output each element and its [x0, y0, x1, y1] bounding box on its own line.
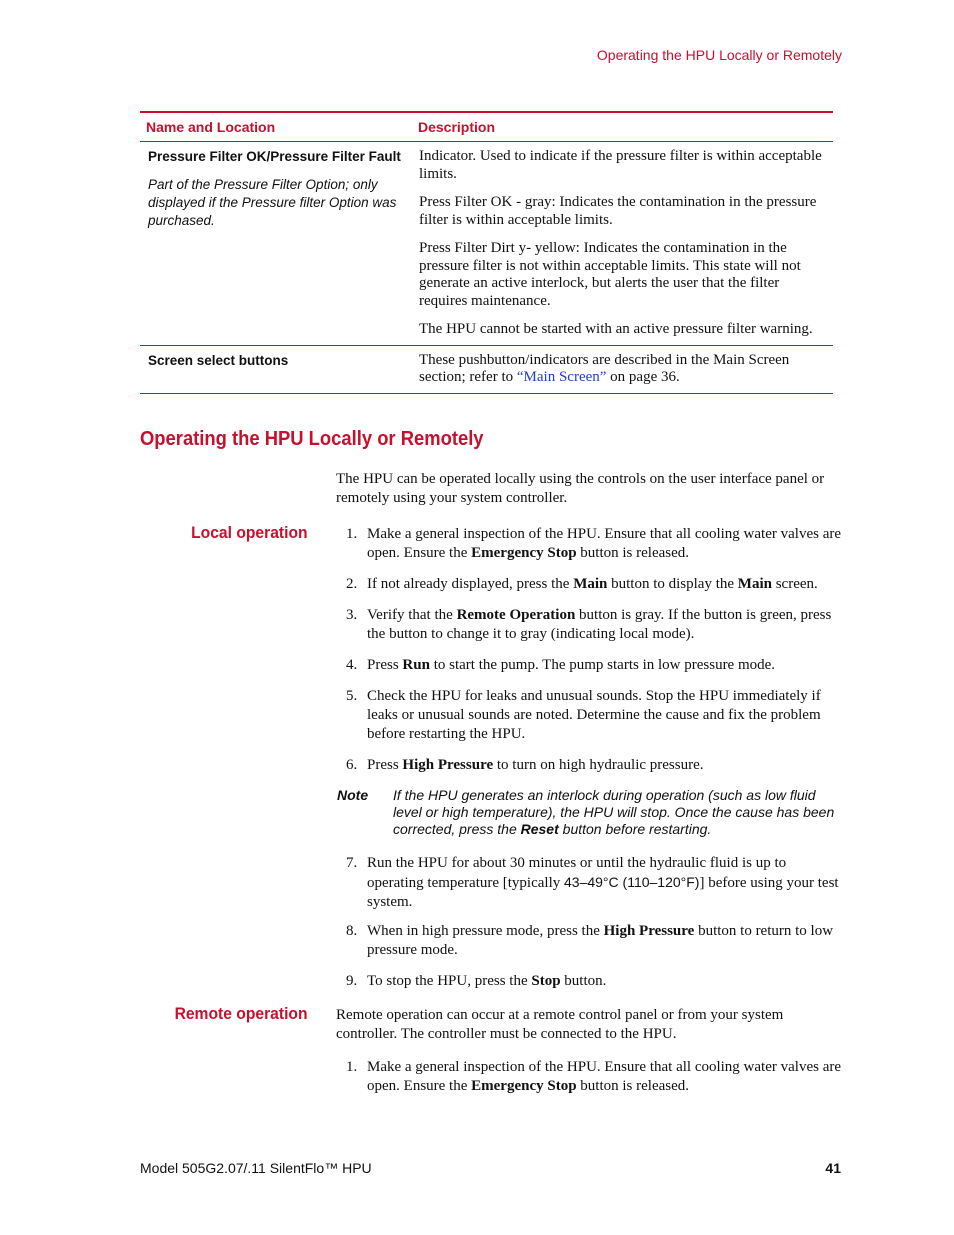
step-text: Check the HPU for leaks and unusual sounds. Stop the HPU immediately if leaks or unusual sounds are noted. Determine the cause and fix the problem before restarting the HPU.: [367, 688, 821, 742]
page-number: 41: [825, 1160, 841, 1176]
list-item: [346, 972, 841, 991]
row-name: Pressure Filter OK/Pressure Filter Fault: [148, 149, 401, 164]
step-text: Press High Pressure to turn on high hydraulic pressure.: [367, 757, 704, 773]
step-number: 1.: [346, 1059, 358, 1075]
row-location-note: Part of the Pressure Filter Option; only displayed if the Pressure filter Option was purchased.: [148, 177, 397, 228]
step-number: 1.: [346, 526, 358, 542]
footer-model: Model 505G2.07/.11 SilentFlo™ HPU: [140, 1160, 372, 1176]
running-header: Operating the HPU Locally or Remotely: [596, 47, 842, 63]
list-item: [346, 756, 841, 775]
step-text: Make a general inspection of the HPU. Ensure that all cooling water valves are open. Ensure the Emergency Stop button is released.: [367, 1059, 842, 1094]
table-row: [140, 142, 833, 346]
table-row: [140, 345, 833, 393]
step-text: To stop the HPU, press the Stop button.: [367, 973, 607, 989]
description-paragraph: Indicator. Used to indicate if the pressure filter is within acceptable limits.: [419, 148, 822, 182]
list-item: [346, 656, 841, 675]
list-item: [346, 687, 841, 744]
step-text: Make a general inspection of the HPU. Ensure that all cooling water valves are open. Ensure the Emergency Stop button is released.: [367, 526, 842, 561]
description-paragraph: Press Filter OK - gray: Indicates the contamination in the pressure filter is within acceptable limits.: [419, 194, 817, 228]
table-cell-name: [140, 345, 412, 393]
step-number: 4.: [346, 657, 358, 673]
main-screen-link[interactable]: “Main Screen”: [516, 369, 607, 385]
list-item: [346, 575, 841, 594]
step-number: 3.: [346, 607, 358, 623]
step-number: 2.: [346, 576, 358, 592]
list-item: [346, 606, 841, 644]
list-item: [346, 854, 841, 912]
list-item: [346, 1058, 841, 1096]
table-cell-description: [412, 345, 833, 393]
note-label: Note: [337, 787, 369, 803]
step-text: Press Run to start the pump. The pump starts in low pressure mode.: [367, 657, 776, 673]
step-text: Verify that the Remote Operation button is gray. If the button is green, press the button to change it to gray (indicating local mode).: [367, 607, 832, 642]
remote-intro: Remote operation can occur at a remote control panel or from your system controller. The controller must be connected to the HPU.: [336, 1007, 784, 1042]
local-operation-heading: Local operation: [191, 523, 308, 542]
description-text: These pushbutton/indicators are described in the Main Screen section; refer to: [419, 351, 790, 385]
description-paragraph: Press Filter Dirt y- yellow: Indicates the contamination in the pressure filter is not within acceptable limits. This state will not generate an active interlock, but alerts the user that the filter requires maintenance.: [419, 240, 801, 309]
section-intro: The HPU can be operated locally using the controls on the user interface panel or remotely using your system controller.: [336, 471, 825, 506]
step-text: When in high pressure mode, press the High Pressure button to return to low pressure mode.: [367, 923, 834, 958]
table-header-row: [140, 112, 833, 142]
column-header-description: Description: [412, 112, 833, 142]
section-title: Operating the HPU Locally or Remotely: [140, 428, 484, 450]
list-item: [346, 525, 841, 563]
table-cell-description: [412, 142, 833, 346]
note-block: [337, 787, 842, 838]
step-number: 8.: [346, 923, 358, 939]
step-number: 7.: [346, 855, 358, 871]
step-text: Run the HPU for about 30 minutes or until the hydraulic fluid is up to operating temperature [typically 43–49°C (110–120°F)] before using your test system.: [367, 855, 839, 910]
step-text: If not already displayed, press the Main button to display the Main screen.: [367, 576, 818, 592]
step-number: 5.: [346, 688, 358, 704]
description-paragraph: The HPU cannot be started with an active pressure filter warning.: [419, 321, 813, 337]
table-cell-name: [140, 142, 412, 346]
list-item: [346, 922, 841, 960]
description-text: on page 36.: [606, 369, 680, 385]
note-text: If the HPU generates an interlock during operation (such as low fluid level or high temperature), the HPU will stop. Once the cause has been corrected, press the Reset button before restarting.: [393, 787, 835, 837]
step-number: 9.: [346, 973, 358, 989]
row-name: Screen select buttons: [148, 352, 289, 368]
description-paragraph: [419, 352, 825, 387]
step-number: 6.: [346, 757, 358, 773]
column-header-name: Name and Location: [140, 112, 412, 142]
remote-operation-heading: Remote operation: [175, 1004, 308, 1023]
parameter-table: [140, 111, 833, 394]
